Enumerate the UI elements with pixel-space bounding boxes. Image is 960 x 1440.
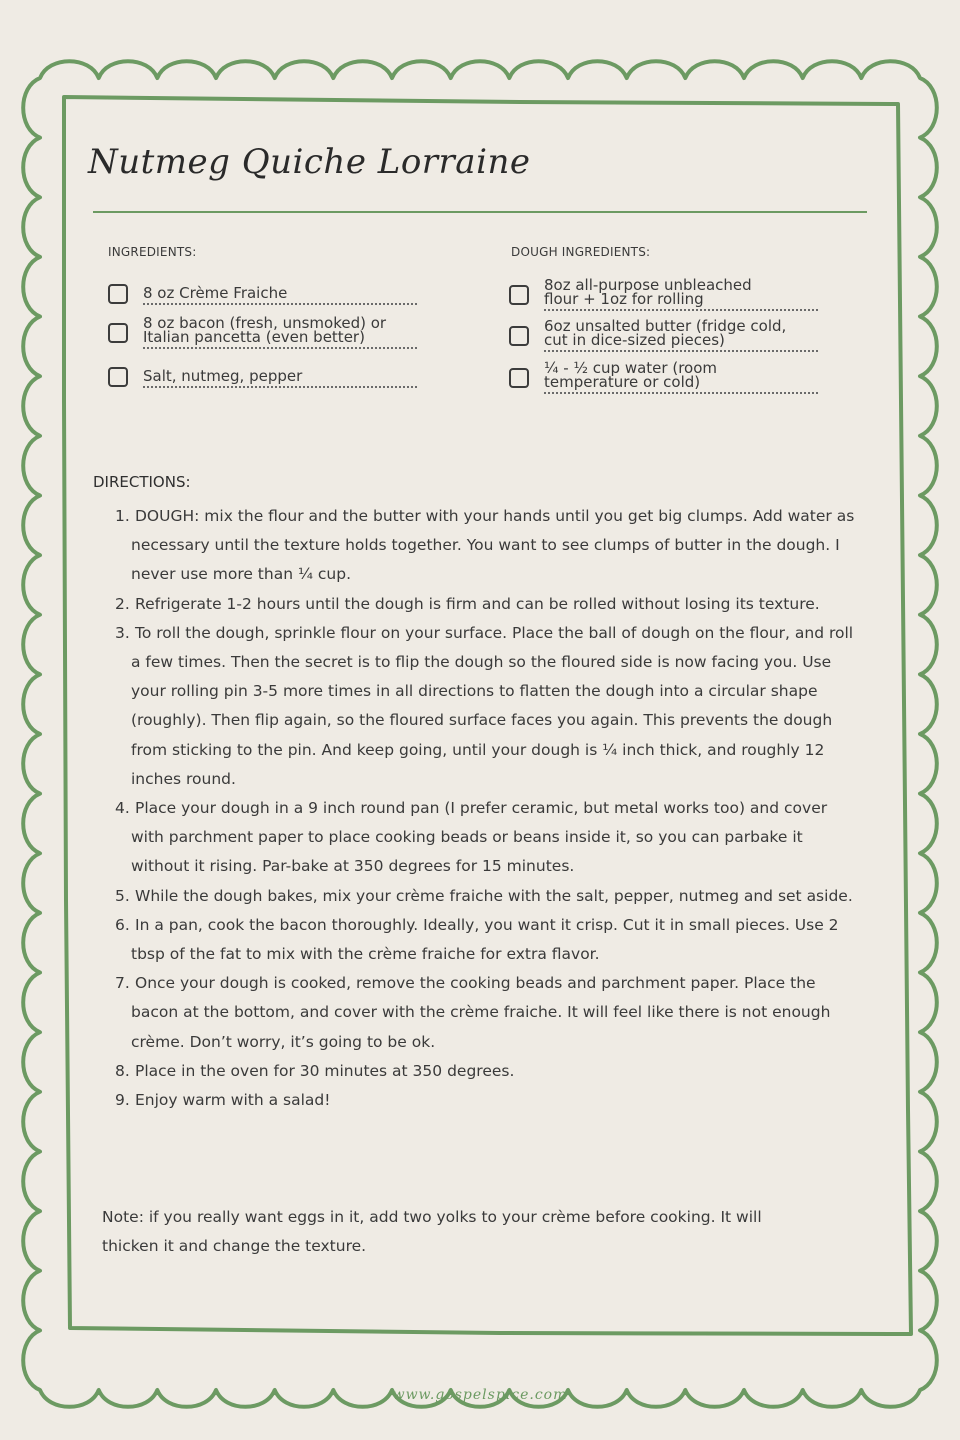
directions-heading: DIRECTIONS:	[93, 473, 191, 491]
direction-step	[115, 794, 860, 882]
direction-step	[115, 590, 860, 619]
step-number: 5.	[115, 886, 130, 905]
dough-checkbox[interactable]	[509, 368, 529, 388]
step-text: DOUGH: mix the flour and the butter with your hands until you get big clumps. Add water as necessary until the texture holds together. You want to see clumps of butter in the dough. I never use more than ¼ cup.	[131, 507, 855, 584]
direction-step	[115, 1086, 860, 1115]
direction-step	[115, 911, 860, 969]
step-text: While the dough bakes, mix your crème fraiche with the salt, pepper, nutmeg and set aside.	[135, 886, 853, 905]
recipe-note: Note: if you really want eggs in it, add two yolks to your crème before cooking. It will thicken it and change the texture.	[102, 1208, 762, 1256]
step-number: 6.	[115, 915, 130, 934]
recipe-title: Nutmeg Quiche Lorraine	[88, 142, 531, 182]
ingredient-label: 8 oz Crème Fraiche	[143, 282, 417, 305]
direction-step	[115, 969, 860, 1057]
dough-label: 8oz all-purpose unbleached flour + 1oz for rolling	[544, 278, 818, 311]
step-number: 8.	[115, 1061, 130, 1080]
direction-step	[115, 619, 860, 794]
step-number: 2.	[115, 594, 130, 613]
title-divider	[93, 211, 867, 213]
ingredient-label: 8 oz bacon (fresh, unsmoked) or Italian pancetta (even better)	[143, 316, 417, 349]
direction-step	[115, 882, 860, 911]
ingredient-item	[108, 365, 417, 388]
dough-item	[509, 319, 818, 352]
step-text: Place your dough in a 9 inch round pan (I prefer ceramic, but metal works too) and cover with parchment paper to place cooking beads or beans inside it, so you can parbake it without it rising. Par-bake at 350 degrees for 15 minutes.	[131, 799, 828, 876]
step-number: 7.	[115, 974, 130, 993]
step-number: 3.	[115, 623, 130, 642]
dough-checkbox[interactable]	[509, 326, 529, 346]
dough-ingredients-heading: DOUGH INGREDIENTS:	[511, 245, 651, 259]
dough-item	[509, 278, 818, 311]
ingredient-checkbox[interactable]	[108, 284, 128, 304]
dough-checkbox[interactable]	[509, 285, 529, 305]
directions-list	[115, 502, 860, 1115]
direction-step	[115, 502, 860, 590]
step-text: Refrigerate 1-2 hours until the dough is firm and can be rolled without losing its texture.	[135, 594, 820, 613]
ingredient-checkbox[interactable]	[108, 323, 128, 343]
ingredient-checkbox[interactable]	[108, 367, 128, 387]
direction-step	[115, 1057, 860, 1086]
step-text: Once your dough is cooked, remove the cooking beads and parchment paper. Place the bacon at the bottom, and cover with the crème fraiche. It will feel like there is not enough crème. Don’t worry, it’s going to be ok.	[131, 974, 831, 1051]
step-text: In a pan, cook the bacon thoroughly. Ideally, you want it crisp. Cut it in small pieces. Use 2 tbsp of the fat to mix with the crème fraiche for extra flavor.	[131, 915, 839, 964]
dough-item	[509, 361, 818, 394]
ingredient-item	[108, 316, 417, 349]
ingredient-label: Salt, nutmeg, pepper	[143, 365, 417, 388]
ingredient-item	[108, 282, 417, 305]
step-number: 4.	[115, 799, 130, 818]
step-number: 1.	[115, 507, 130, 525]
step-text: Enjoy warm with a salad!	[135, 1091, 331, 1110]
step-number: 9.	[115, 1091, 130, 1110]
ingredients-heading: INGREDIENTS:	[108, 245, 197, 259]
step-text: To roll the dough, sprinkle flour on your surface. Place the ball of dough on the flour, and roll a few times. Then the secret is to flip the dough so the floured side is now facing you. Use your rolling pin 3-5 more times in all directions to flatten the dough into a circular shape (roughly). Then flip again, so the floured surface faces you again. This prevents the dough from sticking to the pin. And keep going, until your dough is ¼ inch thick, and roughly 12 inches round.	[131, 623, 854, 788]
website-footer: www.gospelspice.com	[392, 1387, 568, 1403]
dough-label: ¼ - ½ cup water (room temperature or cold)	[544, 361, 818, 394]
dough-label: 6oz unsalted butter (fridge cold, cut in dice-sized pieces)	[544, 319, 818, 352]
step-text: Place in the oven for 30 minutes at 350 degrees.	[135, 1061, 515, 1080]
